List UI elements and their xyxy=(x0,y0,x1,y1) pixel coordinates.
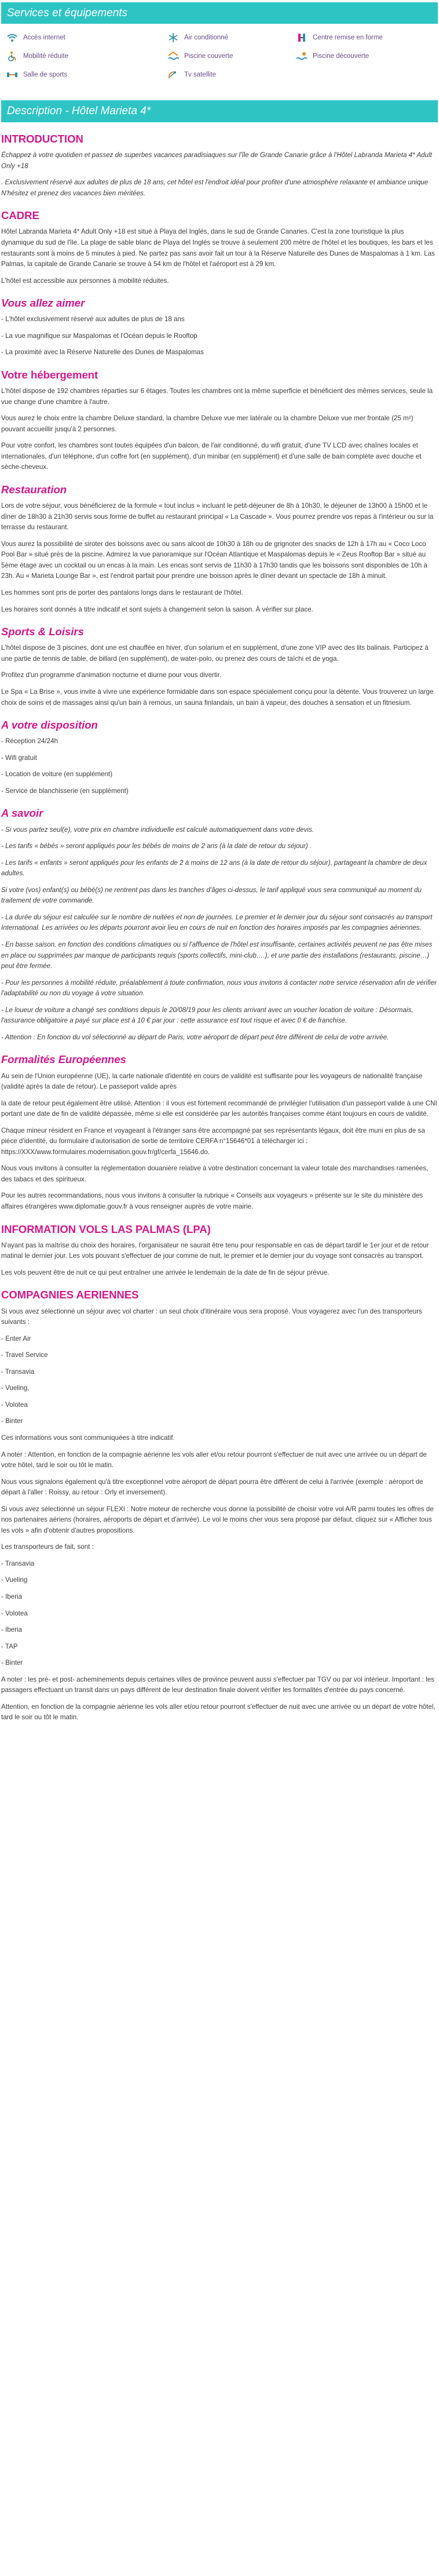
section-paragraph: Si vous avez sélectionné un séjour avec vol charter : un seul choix d'itinéraire vous sera proposé. Vous voyagerez avec l'un des transporteurs suivants : xyxy=(1,1307,422,1326)
section-paragraph: - Le loueur de voiture a changé ses conditions depuis le 20/08/19 pour les clients arrivant avec un voucher location de voiture : Désormais, l'assurance obligatoire a payé sur place est à 10 € par jour : cette assurance est tout risque et avec 0 € de franchise. xyxy=(1,1006,414,1025)
section-paragraph: - Binter xyxy=(1,1659,23,1667)
equipment-item-covered-pool xyxy=(167,50,295,62)
section-paragraph: Pour les autres recommandations, nous vous invitons à consulter la rubrique « Conseils aux voyageurs » présente sur le site du ministère des affaires étrangères www.diplomatie.gouv.fr à vous renseigner auprès de votre mairie. xyxy=(1,1192,423,1211)
section-paragraph: - Les tarifs « enfants » seront appliqués pour les enfants de 2 à moins de 12 ans (à la date de retour du séjour), partageant la chambre de deux adultes. xyxy=(1,858,427,878)
section-paragraph: - Location de voiture (en supplément) xyxy=(1,770,113,778)
equipment-label: Mobilité réduite xyxy=(23,52,68,60)
section-heading: INTRODUCTION xyxy=(1,132,83,145)
section-paragraph: - Wifi gratuit xyxy=(1,754,37,762)
description-section xyxy=(1,1053,438,1212)
section-paragraph: . Exclusivement réservé aux adultes de plus de 18 ans, cet hôtel est l'endroit idéal pour profiter d'une atmosphère relaxante et ambiance unique N'hésitez et prenez des vacances bien méritées. xyxy=(1,179,429,197)
wifi-icon xyxy=(6,32,19,43)
equipment-item-gym xyxy=(6,69,167,81)
equipment-label: Centre remise en forme xyxy=(313,34,383,41)
section-paragraph: - Volotea xyxy=(1,1609,28,1617)
section-paragraph: - Réception 24/24h xyxy=(1,737,58,745)
section-paragraph: - La vue magnifique sur Maspalomas et l'Océan depuis le Rooftop xyxy=(1,332,197,340)
section-paragraph: N'ayant pas la maîtrise du choix des horaires, l'organisateur ne saurait être tenu pour responsable en cas de départ tardif le 1er jour et de retour matinal le dernier jour. Les vols pouvant s'effectuer de jour comme de nuit, le premier et le dernier jour du voyage sont consacrés au transport. xyxy=(1,1241,429,1260)
description-section xyxy=(1,133,438,199)
section-paragraph: Profitez d'un programme d'animation nocturne et diurne pour vous divertir. xyxy=(1,671,222,679)
section-paragraph: L'hôtel dispose de 3 piscines, dont une est chauffée en hiver, d'un solarium et en supplément, d'une zone VIP avec des lits balinais. Participez à une partie de tennis de table, de billard (en supplément), de water-polo, ou prenez des cours de taïchi et de yoga. xyxy=(1,644,429,663)
outdoor-pool-icon xyxy=(295,50,308,62)
satellite-tv-icon xyxy=(167,69,180,81)
section-paragraph: Lors de votre séjour, vous bénéficierez de la formule « tout inclus » incluant le petit-déjeuner de 8h à 10h30, le déjeuner de 13h00 à 15h00 et le dîner de 18h30 à 21h30 servis sous forme de buffet au restaurant principal « La Cascade ». Vous pourrez prendre vos repas à l'intérieur ou sur la terrasse du restaurant. xyxy=(1,502,434,532)
section-paragraph: - La durée du séjour est calculée sur le nombre de nuitées et non de journées. Le premier et le dernier jour du séjour sont consacrés au transport International. Les arrivées ou les départs pourront avoir lieu en cours de nuit en fonction des horaires imposés par les compagnies aériennes. xyxy=(1,913,433,932)
description-section xyxy=(1,483,438,615)
section-paragraph: Les horaires sont donnés à titre indicatif et sont sujets à changement selon la saison. À vérifier sur place. xyxy=(1,605,313,613)
equipment-item-fitness xyxy=(295,32,439,43)
section-paragraph: - L'hôtel exclusivement réservé aux adultes de plus de 18 ans xyxy=(1,315,185,323)
equipment-item-accessibility xyxy=(6,50,167,62)
section-heading: INFORMATION VOLS LAS PALMAS (LPA) xyxy=(1,1222,211,1235)
snowflake-icon xyxy=(167,32,180,43)
section-paragraph: L'hôtel dispose de 192 chambres réparties sur 6 étages. Toutes les chambres ont la même superficie et bénéficient des mêmes services, seule la vue change d'une chambre à l'autre. xyxy=(1,387,433,406)
section-paragraph: - Iberia xyxy=(1,1592,23,1600)
section-paragraph: - Les tarifs « bébés » seront appliqués pour les bébés de moins de 2 ans (à la date de retour du séjour) . xyxy=(1,842,312,850)
description-banner: Description - Hôtel Marieta 4* xyxy=(1,100,438,122)
section-paragraph: - Binter xyxy=(1,1417,23,1425)
section-heading: Votre hébergement xyxy=(1,369,98,381)
section-paragraph: Ces informations vous sont communiquées à titre indicatif. xyxy=(1,1433,175,1442)
section-paragraph: la date de retour peut également être utilisé. Attention : il vous est fortement recommandé de privilégier l'utilisation d'un passeport valide à une CNI portant une date de fin de validité dépassée, même si elle est considérée par les autorités françaises comme étant toujours en cours de validité. xyxy=(1,1099,437,1118)
section-paragraph: Vous aurez la possibilité de siroter des boissons avec ou sans alcool de 10h30 à 18h ou de grignoter des snacks de 12h à 17h au « Coco Loco Pool Bar » situé près de la piscine. Admirez la vue panoramique sur l'Océan Atlantique et Maspalomas depuis le « Zeus Rooftop Bar » situé au 5ème étage avec un cocktail ou un encas à la main. Les encas sont servis de 11h30 à 17h30 tandis que les boissons sont disponibles de 10h à 23h. Au « Marieta Lounge Bar », est l'endroit parfait pour prendre une boisson après le dîner devant un spectacle de 18h à minuit. xyxy=(1,540,427,580)
section-paragraph: - Enter Air xyxy=(1,1334,31,1342)
section-paragraph: Échappez à votre quotidien et passez de superbes vacances paradisiaques sur l'île de Grande Canarie grâce à l'Hôtel Labranda Marieta 4* Adult Only +18 xyxy=(1,151,432,170)
section-paragraph: Les hommes sont pris de porter des pantalons longs dans le restaurant de l'hôtel. xyxy=(1,589,243,597)
section-paragraph: L'hôtel est accessible aux personnes à mobilité réduites. xyxy=(1,276,169,285)
section-paragraph: - TAP xyxy=(1,1642,18,1650)
section-paragraph: Les transporteurs de fait, sont : xyxy=(1,1543,94,1551)
section-heading: Sports & Loisirs xyxy=(1,625,84,638)
equipment-label: Accès internet xyxy=(23,34,65,41)
section-heading: Formalités Européennes xyxy=(1,1053,126,1066)
equipment-label: Piscine découverte xyxy=(313,52,370,60)
covered-pool-icon xyxy=(167,50,180,62)
equipment-label: Air conditionné xyxy=(184,34,229,41)
section-heading: CADRE xyxy=(1,209,39,222)
section-paragraph: Nous vous signalons également qu'à titre exceptionnel votre aéroport de départ pourra être différent de celui à l'arrivée (exemple : aéroport de départ à l'aller : Roissy, au retour : Orly et inversement). xyxy=(1,1478,423,1497)
equipment-grid xyxy=(1,32,438,98)
section-paragraph: - Vueling, xyxy=(1,1384,30,1392)
section-paragraph: Pour votre confort, les chambres sont toutes équipées d'un balcon, de l'air conditionné, du wifi gratuit, d'une TV LCD avec chaînes locales et internationales, d'un téléphone, d'un coffre fort (en supplément), d'un minibar (en supplément) et d'une salle de bain complète avec douche et sèche-cheveux. xyxy=(1,442,422,471)
section-paragraph: Si votre (vos) enfant(s) ou bébé(s) ne rentrent pas dans les tranches d'âges ci-dessus, le tarif appliqué vous sera communiqué au moment du traitement de votre commande. xyxy=(1,886,422,905)
hotel-description xyxy=(1,133,438,1747)
equipment-item-outdoor-pool xyxy=(295,50,439,62)
section-paragraph: - Volotea xyxy=(1,1400,28,1409)
section-paragraph: Chaque mineur résident en France et voyageant à l'étranger sans être accompagné par ses représentants légaux, doit être muni en plus de sa pièce d'identité, du formulaire d'autorisation de sortie de territoire CERFA n°15646*01 à télécharger ici : https://XXX/www.formulaires.modernisation.gouv.fr/gf/cerfa_15646.do. xyxy=(1,1126,425,1156)
section-paragraph: Si vous avez sélectionné un séjour FLEXI : Notre moteur de recherche vous donne la possibilité de choisir votre vol A/R parmi toutes les offres de nos partenaires aériens (horaires, aéroports de départ et d'arrivée). Le vol le moins cher vous sera proposé par défaut, cliquez sur « Afficher tous les vols » afin d'obtenir d'autres propositions. xyxy=(1,1505,434,1534)
section-heading: A votre disposition xyxy=(1,719,98,732)
section-heading: Restauration xyxy=(1,483,67,496)
equipment-label: Tv satellite xyxy=(184,71,216,78)
section-paragraph: A noter : les pré- et post- acheminements depuis certaines villes de province peuvent aussi s'effectuer par TGV ou par vol intérieur. Important : les passagers effectuant un transit dans un pays différent de leur destination finale doivent vérifier les formalités d'entrée du pays concerné. xyxy=(1,1675,435,1694)
section-paragraph: - Vueling xyxy=(1,1576,28,1584)
description-section xyxy=(1,297,438,358)
description-section xyxy=(1,625,438,708)
description-section xyxy=(1,369,438,473)
equipment-item-internet xyxy=(6,32,167,43)
section-paragraph: Au sein de l'Union européenne (UE), la carte nationale d'identité en cours de validité est suffisante pour les voyageurs de nationalité française (validité après la date de retour). Le passeport valide après xyxy=(1,1072,423,1091)
section-paragraph: A noter : Attention, en fonction de la compagnie aérienne les vols aller et/ou retour pourront s'effectuer de nuit avec une arrivée ou un départ de votre hôtel, tard le soir ou tôt le matin. xyxy=(1,1450,427,1469)
description-section xyxy=(1,1289,438,1723)
description-section xyxy=(1,1223,438,1279)
description-section xyxy=(1,209,438,286)
dumbbell-icon xyxy=(295,32,308,43)
section-heading: A savoir xyxy=(1,807,43,820)
equipment-label: Piscine couverte xyxy=(184,52,233,60)
description-section xyxy=(1,807,438,1043)
wheelchair-icon xyxy=(6,50,19,62)
equipment-label: Salle de sports xyxy=(23,71,68,78)
section-paragraph: Vous aurez le choix entre la chambre Deluxe standard, la chambre Deluxe vue mer latérale ou la chambre Deluxe vue mer frontale (25 m²) pouvant accueillir jusqu'à 2 personnes. xyxy=(1,414,414,433)
section-paragraph: Hôtel Labranda Marieta 4* Adult Only +18 est situé à Playa del Inglés, dans le sud de Grande Canaries. C'est la zone touristique la plus dynamique du sud de l'île. La plage de sable blanc de Playa del Inglés se trouve à seulement 200 mètre de l'hôtel et les boutiques, les bars et les restaurants sont à moins de 5 minutes à pied. Ne partez pas sans avoir fait un tour à la Réserve Naturelle des Dunes de Maspalomas à 1 km. Las Palmas, la capitale de Grande Canarie se trouve à 54 km de l'hôtel et l'aéroport est à 29 km. xyxy=(1,228,435,268)
section-paragraph: - En basse saison, en fonction des conditions climatiques ou si l'affluence de l'hôtel est insuffisante, certaines activités peuvent ne pas être mises en place ou supprimées par manque de participants requis (sports collectifs, mini-club….), et une partie des installations (restaurants, piscine…) peut être fermée. xyxy=(1,940,433,970)
equipment-item-satellite-tv xyxy=(167,69,295,81)
services-banner: Services et équipements xyxy=(1,2,438,24)
description-section xyxy=(1,719,438,796)
section-paragraph: Les vols peuvent être de nuit ce qui peut entraîner une arrivée le lendemain de la date de fin de séjour prévue. xyxy=(1,1268,330,1276)
section-paragraph: - Travel Service xyxy=(1,1351,48,1359)
section-paragraph: - Si vous partez seul(e), votre prix en chambre individuelle est calculé automatiquement dans votre devis. xyxy=(1,825,314,834)
section-paragraph: Attention, en fonction de la compagnie aérienne les vols aller et/ou retour pourront s'effectuer de nuit avec une arrivée ou un départ de votre hôtel, tard le soir ou tôt le matin. xyxy=(1,1702,436,1722)
section-paragraph: - Attention : En fonction du vol sélectionné au départ de Paris, votre aéroport de départ peut être différent de celui de votre arrivée. xyxy=(1,1033,389,1041)
section-heading: COMPAGNIES AERIENNES xyxy=(1,1289,139,1301)
section-paragraph: Le Spa « La Brise », vous invite à vivre une expérience formidable dans son espace spécialement conçu pour la détente. Vous trouverez un large choix de soins et de massages ainsi qu'un bain à remous, un sauna finlandais, un bain à vapeur, des douches à sensation et un fitnesium. xyxy=(1,687,434,707)
gym-icon xyxy=(6,69,19,81)
section-paragraph: Nous vous invitons à consulter la réglementation douanière relative à votre destination concernant la valeur totale des marchandises ramenées, des tabacs et des spiritueux. xyxy=(1,1165,429,1183)
section-heading: Vous allez aimer xyxy=(1,297,85,310)
section-paragraph: - Pour les personnes à mobilité réduite, préalablement à toute confirmation, nous vous invitons à contacter notre service réservation afin de vérifier l'adaptabilité ou non du voyage à votre situation. xyxy=(1,978,437,998)
section-paragraph: - Iberia xyxy=(1,1626,23,1634)
section-paragraph: - Transavia xyxy=(1,1367,35,1376)
section-paragraph: - Service de blanchisserie (en supplément) xyxy=(1,787,129,795)
section-paragraph: - La proximité avec la Réserve Naturelle des Dunes de Maspalomas xyxy=(1,348,204,356)
section-paragraph: - Transavia xyxy=(1,1559,35,1567)
equipment-item-aircon xyxy=(167,32,295,43)
